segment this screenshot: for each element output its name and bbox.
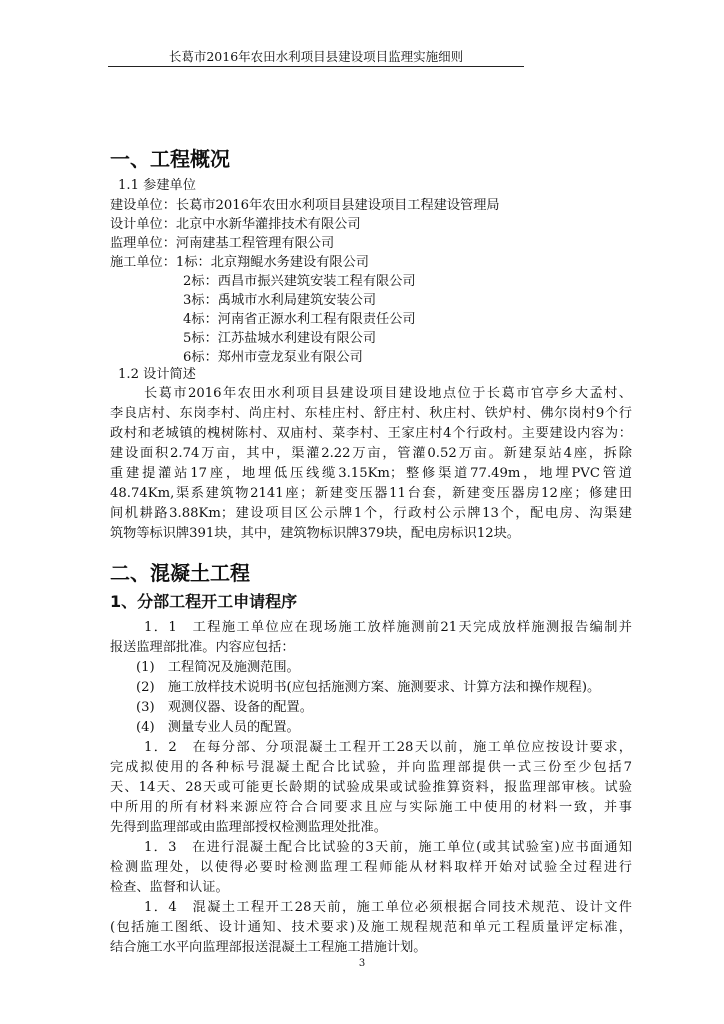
contractor-line: 2标：西昌市振兴建筑安装工程有限公司 [183,274,416,289]
supervision-unit: 监理单位：河南建基工程管理有限公司 [110,236,335,251]
paragraph-line: 报送监理部批准。内容应包括： [110,640,295,655]
paragraph-line: 政村和老城镇的槐树陈村、双庙村、菜李村、王家庄村4个行政村。主要建设内容为： [110,426,632,441]
list-item: (3) 观测仪器、设备的配置。 [136,700,313,715]
page-number: 3 [358,958,366,969]
paragraph-line: (包括施工图纸、设计通知、技术要求)及施工规程规范和单元工程质量评定标准， [110,920,632,935]
section-heading-overview: 一、工程概况 [110,147,230,171]
contractor-line: 施工单位：1标：北京翔鲲水务建设有限公司 [110,255,369,270]
paragraph-line: 1．4 混凝土工程开工28天前，施工单位必须根据合同技术规范、设计文件 [144,900,632,915]
paragraph-line: 先得到监理部或由监理部授权检测监理处批准。 [110,820,387,835]
subheading-design-summary: 1.2 设计简述 [118,367,196,382]
paragraph-line: 48.74Km,渠系建筑物2141座；新建变压器11台套，新建变压器房12座；修建田 [110,486,632,501]
paragraph-line: 长葛市2016年农田水利项目县建设项目建设地点位于长葛市官亭乡大孟村、 [144,386,632,401]
list-item: (1) 工程简况及施测范围。 [136,660,300,675]
paragraph-line: 建设面积2.74万亩，其中，渠灌2.22万亩，管灌0.52万亩。新建泵站4座，拆除 [110,446,632,461]
subheading-application-procedure: 1、分部工程开工申请程序 [110,592,298,611]
contractor-line: 6标：郑州市壹龙泵业有限公司 [183,350,363,365]
section-heading-concrete: 二、混凝土工程 [110,561,250,585]
paragraph-line: 李良店村、东岗李村、尚庄村、东桂庄村、舒庄村、秋庄村、铁炉村、佛尔岗村9个行 [110,406,632,421]
paragraph-line: 结合施工水平向监理部报送混凝土工程施工措施计划。 [110,940,427,955]
list-item: (4) 测量专业人员的配置。 [136,720,300,735]
list-item: (2) 施工放样技术说明书(应包括施测方案、施测要求、计算方法和操作规程)。 [136,680,601,695]
paragraph-line: 检查、监督和认证。 [110,880,229,895]
paragraph-line: 1．3 在进行混凝土配合比试验的3天前，施工单位(或其试验室)应书面通知 [144,840,632,855]
running-header: 长葛市2016年农田水利项目县建设项目监理实施细则 [108,50,524,67]
paragraph-line: 1．2 在每分部、分项混凝土工程开工28天以前，施工单位应按设计要求， [144,740,632,755]
contractor-line: 4标：河南省正源水利工程有限责任公司 [183,312,416,327]
construction-unit: 建设单位：长葛市2016年农田水利项目县建设项目工程建设管理局 [110,198,500,213]
paragraph-line: 完成拟使用的各种标号混凝土配合比试验，并向监理部提供一式三份至少包括7 [110,760,632,775]
paragraph-line: 中所用的所有材料来源应符合合同要求且应与实际施工中使用的材料一致，并事 [110,800,632,815]
paragraph-line: 间机耕路3.88Km；建设项目区公示牌1个，行政村公示牌13个，配电房、沟渠建 [110,506,632,521]
paragraph-line: 1．1 工程施工单位应在现场施工放样施测前21天完成放样施测报告编制并 [144,620,632,635]
contractor-line: 3标：禹城市水利局建筑安装公司 [183,293,377,308]
paragraph-line: 重建提灌站17座，地埋低压线缆3.15Km；整修渠道77.49m，地埋PVC管道 [110,466,632,481]
paragraph-line: 天、14天、28天或可能更长龄期的试验成果或试验推算资料，报监理部审核。试验 [110,780,632,795]
design-unit: 设计单位：北京中水新华灌排技术有限公司 [110,217,361,232]
subheading-participants: 1.1 参建单位 [118,178,196,193]
paragraph-line: 筑物等标识牌391块，其中，建筑物标识牌379块，配电房标识12块。 [110,526,520,541]
contractor-line: 5标：江苏盐城水利建设有限公司 [183,331,377,346]
paragraph-line: 检测监理处，以使得必要时检测监理工程师能从材料取样开始对试验全过程进行 [110,860,632,875]
